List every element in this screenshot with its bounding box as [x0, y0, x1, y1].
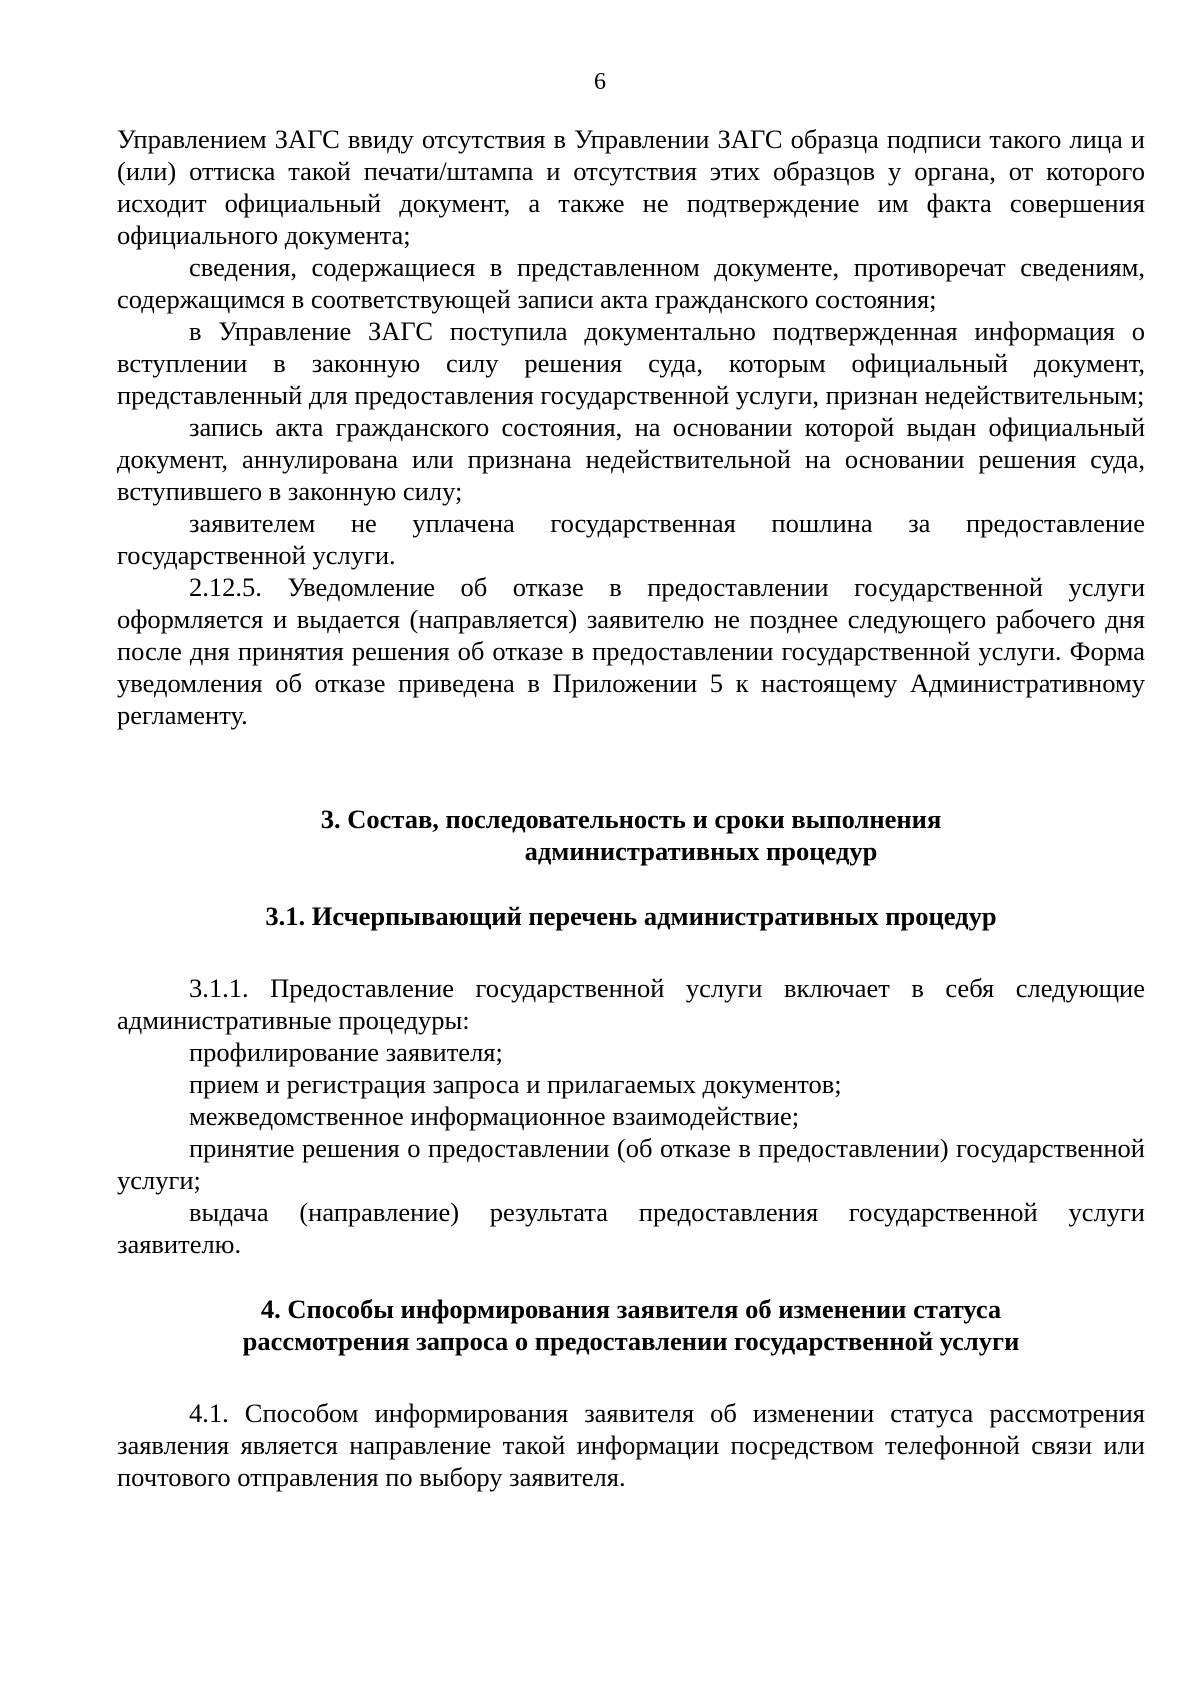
section-3-heading [117, 803, 1145, 867]
section-3-intro: 3.1.1. Предоставление государственной услуги включает в себя следующие административные процедуры: [117, 973, 1145, 1035]
paragraph: в Управление ЗАГС поступила документально подтвержденная информация о вступлении в законную силу решения суда, которым официальный документ, представленный для предоставления государственной услуги, признан недействительным; [117, 316, 1145, 410]
list-item: выдача (направление) результата предоставления государственной услуги заявителю. [117, 1197, 1145, 1259]
section-3-1-heading: 3.1. Исчерпывающий перечень административных процедур [265, 901, 997, 931]
paragraph: 2.12.5. Уведомление об отказе в предоставлении государственной услуги оформляется и выдается (направляется) заявителю не позднее следующего рабочего дня после дня принятия решения об отказе в предоставлении государственной услуги. Форма уведомления об отказе приведена в Приложении 5 к настоящему Административному регламенту. [117, 572, 1145, 730]
section-4-title-line-1: 4. Способы информирования заявителя об изменении статуса [260, 1294, 1002, 1324]
page-number: 6 [594, 69, 606, 95]
list-item: профилирование заявителя; [189, 1037, 503, 1067]
section-3-title-line-1: 3. Состав, последовательность и сроки выполнения [320, 804, 942, 834]
paragraph: сведения, содержащиеся в представленном документе, противоречат сведениям, содержащимся в соответствующей записи акта гражданского состояния; [117, 252, 1145, 314]
section-4-title-line-2: рассмотрения запроса о предоставлении государственной услуги [242, 1326, 1020, 1356]
paragraph: Управлением ЗАГС ввиду отсутствия в Управлении ЗАГС образца подписи такого лица и (или) оттиска такой печати/штампа и отсутствия этих образцов у органа, от которого исходит официальный документ, а также не подтверждение им факта совершения официального документа; [117, 124, 1145, 250]
section-3-title-line-2: административных процедур [524, 836, 878, 866]
page-content [117, 123, 1145, 1493]
list-item: межведомственное информационное взаимодействие; [189, 1101, 800, 1131]
section-4-heading [117, 1293, 1145, 1357]
list-item: прием и регистрация запроса и прилагаемых документов; [189, 1069, 842, 1099]
list-item: принятие решения о предоставлении (об отказе в предоставлении) государственной услуги; [117, 1133, 1145, 1195]
section-4-paragraph: 4.1. Способом информирования заявителя об изменении статуса рассмотрения заявления является направление такой информации посредством телефонной связи или почтового отправления по выбору заявителя. [117, 1398, 1145, 1492]
paragraph: заявителем не уплачена государственная пошлина за предоставление государственной услуги. [117, 508, 1145, 570]
paragraph: запись акта гражданского состояния, на основании которой выдан официальный документ, аннулирована или признана недействительной на основании решения суда, вступившего в законную силу; [117, 412, 1145, 506]
